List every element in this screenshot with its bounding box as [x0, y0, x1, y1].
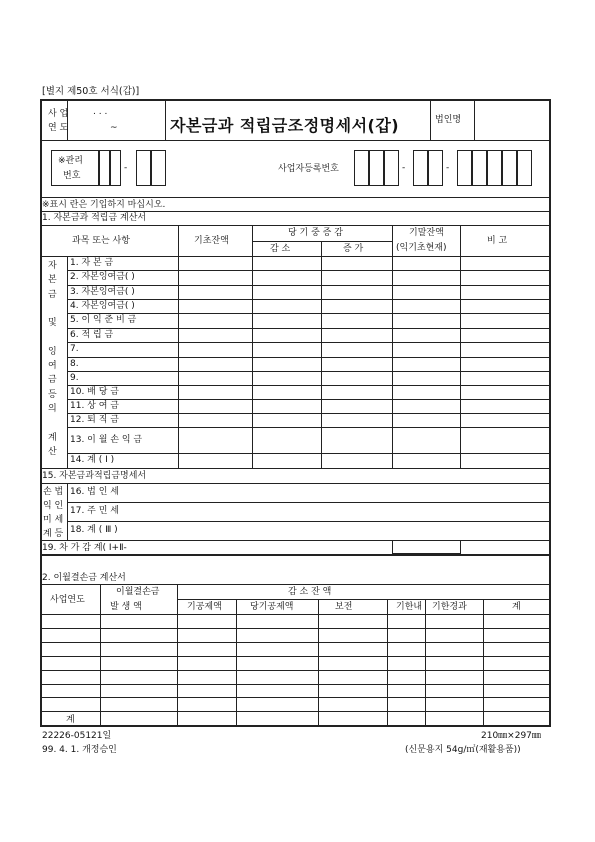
loss-total-label: 계	[66, 715, 75, 725]
capital-row-14-label: 14. 계 ( Ⅰ )	[70, 455, 115, 465]
row-19-closing-cell[interactable]	[392, 540, 461, 554]
brn-digit-5[interactable]	[428, 150, 443, 186]
capital-row-5-line	[67, 313, 551, 314]
row-15-label: 15. 자본금과적립금명세서	[42, 471, 147, 481]
tax-side-text-2: 익 인	[43, 501, 64, 511]
loss-subcol-5: 기한경과	[432, 602, 467, 612]
footer-code: 22226-05121일	[42, 731, 112, 741]
form-id: [별지 제50호 서식(갑)]	[42, 86, 140, 97]
capital-row-6-label: 6. 적 립 금	[70, 330, 114, 340]
capital-row-5-label: 5. 이 익 준 비 금	[70, 315, 137, 325]
mgmt-digit-1[interactable]	[99, 150, 110, 186]
mgmt-label-bottom: 번호	[63, 171, 81, 181]
loss-subcol-2: 당기공제액	[250, 602, 294, 612]
loss-subcol-3: 보전	[335, 602, 353, 612]
brn-digit-4[interactable]	[413, 150, 428, 186]
capital-side-char-13: 계	[48, 432, 57, 443]
capital-row-2-label: 2. 자본잉여금( )	[70, 272, 135, 282]
col-subject-header: 과목 또는 사항	[72, 236, 130, 246]
footer-paper-type: (신문용지 54g/㎡(재활용품))	[405, 745, 521, 755]
capital-side-char-10: 등	[48, 389, 57, 400]
capital-row-2-line	[67, 270, 551, 271]
instruction-note: ※표시 란은 기입하지 마십시오.	[42, 200, 166, 210]
capital-side-char-9: 금	[48, 375, 57, 386]
loss-row-line-5	[40, 684, 551, 685]
capital-row-6-line	[67, 328, 551, 329]
capital-row-13-line	[67, 427, 551, 428]
period-label-bottom: 연 도	[48, 123, 69, 133]
period-tilde: ~	[110, 123, 118, 133]
col-loss-header-bottom: 발 생 액	[110, 602, 142, 612]
loss-row-line-4	[40, 670, 551, 671]
capital-row-13-label: 13. 이 월 손 익 금	[70, 435, 143, 445]
mgmt-digit-2[interactable]	[110, 150, 121, 186]
capital-row-11-line	[67, 399, 551, 400]
footer-approval: 99. 4. 1. 개정승인	[42, 745, 117, 755]
loss-row-line-1	[40, 628, 551, 629]
capital-row-8-label: 8.	[70, 359, 79, 369]
tax-side-text-3: 미 세	[43, 515, 64, 525]
period-start-field[interactable]: . . .	[93, 107, 108, 117]
capital-side-char-5: 및	[48, 318, 57, 329]
col-remark-header: 비 고	[487, 236, 508, 246]
brn-digit-6[interactable]	[457, 150, 472, 186]
loss-subcol-4: 기한내	[396, 602, 423, 612]
mgmt-digit-3[interactable]	[136, 150, 151, 186]
capital-row-7-line	[67, 342, 551, 343]
capital-side-char-2: 본	[48, 275, 57, 286]
col-year-header: 사업연도	[50, 595, 85, 605]
col-change-header: 당 기 중 증 감	[288, 228, 343, 238]
capital-side-char-11: 의	[48, 404, 57, 414]
col-decrease-header: 감 소	[270, 244, 291, 254]
loss-row-line-3	[40, 656, 551, 657]
corp-name-field[interactable]	[476, 104, 548, 138]
capital-row-3-line	[67, 285, 551, 286]
col-increase-header: 증 가	[343, 244, 364, 254]
loss-subcol-6: 계	[512, 602, 521, 612]
capital-side-char-1: 자	[48, 261, 57, 271]
capital-row-12-line	[67, 413, 551, 414]
brn-digit-10[interactable]	[517, 150, 532, 186]
brn-digit-9[interactable]	[502, 150, 517, 186]
capital-row-4-label: 4. 자본잉여금( )	[70, 301, 135, 311]
period-label-top: 사 업	[48, 109, 69, 119]
capital-row-10-label: 10. 배 당 금	[70, 387, 119, 397]
mgmt-digit-4[interactable]	[151, 150, 166, 186]
brn-digit-8[interactable]	[487, 150, 502, 186]
capital-row-4-line	[67, 299, 551, 300]
brn-dash-1: -	[402, 163, 406, 173]
form-title: 자본금과 적립금조정명세서(갑)	[170, 116, 400, 135]
col-closing-header: 기말잔액	[409, 228, 444, 238]
tax-row-3-line	[67, 521, 551, 522]
tax-side-text-1: 손 법	[43, 487, 64, 497]
brn-digit-3[interactable]	[384, 150, 399, 186]
corp-name-label: 법인명	[435, 115, 462, 125]
capital-row-14-line	[67, 453, 551, 454]
mgmt-label-top: ※관리	[58, 156, 83, 166]
footer-paper-size: 210㎜×297㎜	[481, 731, 541, 741]
capital-row-7-label: 7.	[70, 344, 79, 354]
loss-row-line-2	[40, 642, 551, 643]
capital-row-9-label: 9.	[70, 373, 79, 383]
brn-dash-2: -	[446, 163, 450, 173]
brn-label: 사업자등록번호	[278, 164, 339, 174]
col-closing-sub-header: (익기초현재)	[396, 243, 447, 253]
capital-row-12-label: 12. 퇴 직 금	[70, 415, 119, 425]
brn-digit-1[interactable]	[354, 150, 369, 186]
brn-digit-7[interactable]	[472, 150, 487, 186]
capital-row-1-label: 1. 자 본 금	[70, 258, 114, 268]
mgmt-dash: -	[124, 163, 128, 173]
col-reduce-group-header: 감 소 잔 액	[288, 587, 332, 597]
col-opening-header: 기초잔액	[194, 236, 229, 246]
tax-row-3-label: 18. 계 ( Ⅲ )	[70, 525, 118, 535]
capital-row-8-line	[67, 357, 551, 358]
capital-side-char-7: 잉	[48, 346, 57, 357]
loss-total-current-cell[interactable]	[236, 711, 319, 727]
brn-digit-2[interactable]	[369, 150, 384, 186]
tax-row-2-line	[67, 502, 551, 503]
capital-side-char-14: 산	[48, 446, 57, 457]
capital-row-10-line	[67, 385, 551, 386]
capital-row-11-label: 11. 상 여 금	[70, 401, 119, 411]
capital-row-3-label: 3. 자본잉여금( )	[70, 287, 135, 297]
tax-side-text-4: 계 등	[43, 529, 64, 539]
section1-title: 1. 자본금과 적립금 계산서	[42, 213, 147, 223]
row-19-label: 19. 차 가 감 계( Ⅰ+Ⅱ-	[42, 543, 127, 553]
capital-side-char-3: 금	[48, 289, 57, 300]
capital-row-9-line	[67, 371, 551, 372]
capital-side-char-8: 여	[48, 361, 57, 372]
loss-subcol-1: 기공제액	[187, 602, 222, 612]
col-loss-header-top: 이월결손금	[116, 587, 160, 597]
section2-title: 2. 이월결손금 계산서	[42, 573, 126, 583]
tax-row-2-label: 17. 주 민 세	[70, 506, 119, 516]
tax-row-1-label: 16. 법 인 세	[70, 487, 119, 497]
loss-row-line-6	[40, 697, 551, 698]
